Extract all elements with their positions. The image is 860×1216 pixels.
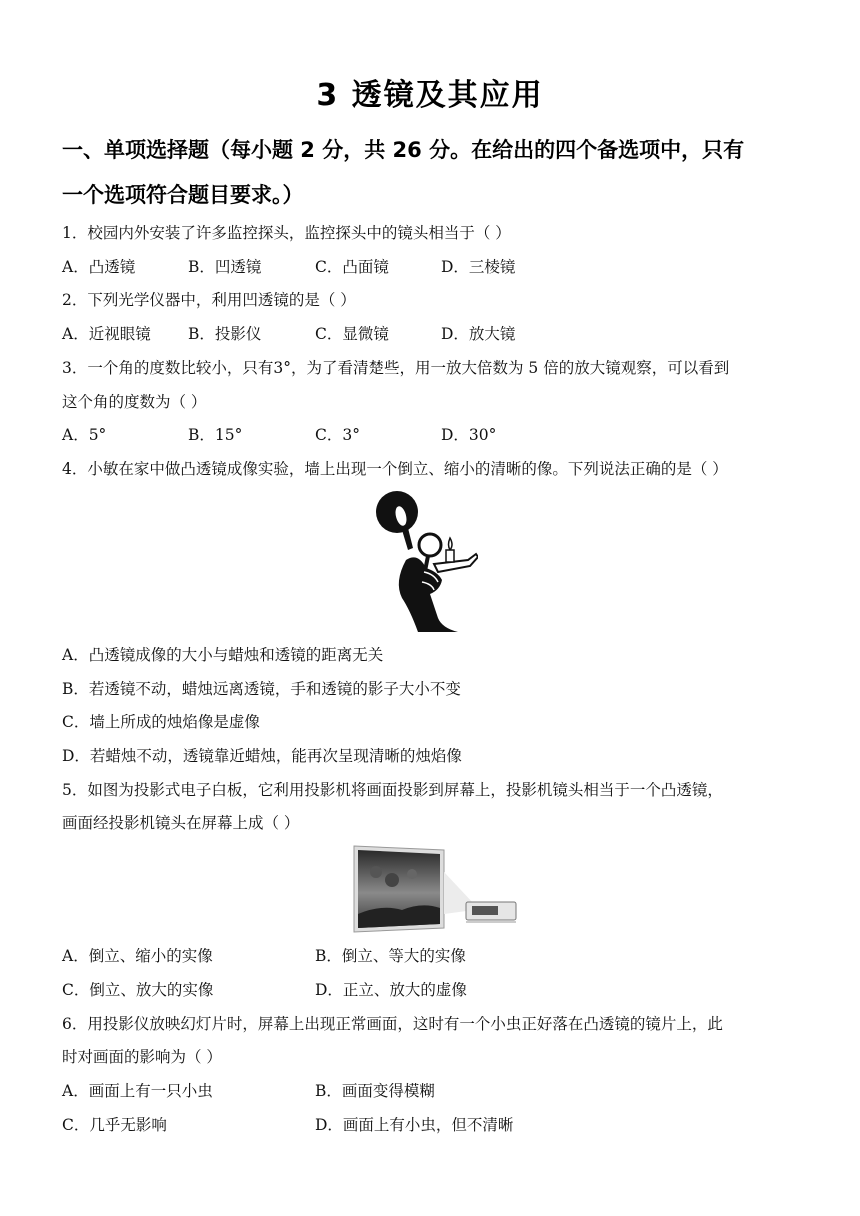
projector-whiteboard-figure xyxy=(352,844,520,938)
hand-arm xyxy=(399,557,458,632)
question-6-option-a: A．画面上有一只小虫 xyxy=(62,1082,213,1100)
question-3-stem-line-1: 3．一个角的度数比较小，只有3°，为了看清楚些，用一放大倍数为 5 倍的放大镜观察，可以看到 xyxy=(62,359,730,377)
question-2-option-a: A．近视眼镜 xyxy=(62,325,151,343)
candle-body xyxy=(446,550,454,562)
question-3-option-b: B．15° xyxy=(188,426,243,444)
question-4-option-c: C．墙上所成的烛焰像是虚像 xyxy=(62,713,260,731)
question-4-option-d: D．若蜡烛不动，透镜靠近蜡烛，能再次呈现清晰的烛焰像 xyxy=(62,747,462,765)
question-5-stem-line-1: 5．如图为投影式电子白板，它利用投影机将画面投影到屏幕上，投影机镜头相当于一个凸透镜， xyxy=(62,781,723,799)
candle-flame xyxy=(449,538,453,550)
question-6-option-d: D．画面上有小虫，但不清晰 xyxy=(315,1116,514,1134)
question-5-option-c: C．倒立、放大的实像 xyxy=(62,981,214,999)
question-1-option-d: D．三棱镜 xyxy=(441,258,516,276)
balloon-2 xyxy=(385,873,399,887)
question-3-option-d: D．30° xyxy=(441,426,497,444)
question-4-option-b: B．若透镜不动，蜡烛远离透镜，手和透镜的影子大小不变 xyxy=(62,680,461,698)
question-2-stem: 2．下列光学仪器中，利用凹透镜的是（ ） xyxy=(62,291,356,309)
question-6-option-c: C．几乎无影响 xyxy=(62,1116,167,1134)
lens-ring xyxy=(419,534,441,556)
wall-image-stem xyxy=(402,528,413,550)
balloon-1 xyxy=(370,866,382,878)
projector-grille xyxy=(472,906,498,915)
question-4-stem: 4．小敏在家中做凸透镜成像实验，墙上出现一个倒立、缩小的清晰的像。下列说法正确的是（ ） xyxy=(62,460,728,478)
question-1-option-b: B．凹透镜 xyxy=(188,258,262,276)
question-6-stem-line-1: 6．用投影仪放映幻灯片时，屏幕上出现正常画面，这时有一个小虫正好落在凸透镜的镜片上，此 xyxy=(62,1015,723,1033)
candle-holder xyxy=(434,554,478,572)
question-1-stem: 1．校园内外安装了许多监控探头，监控探头中的镜头相当于（ ） xyxy=(62,224,511,242)
page-title: 3 透镜及其应用 xyxy=(316,78,544,113)
question-3-stem-line-2: 这个角的度数为（ ） xyxy=(62,393,207,411)
section-heading-line-2: 一个选项符合题目要求。） xyxy=(62,183,304,207)
question-5-stem-line-2: 画面经投影机镜头在屏幕上成（ ） xyxy=(62,814,300,832)
question-3-option-c: C．3° xyxy=(315,426,360,444)
question-4-option-a: A．凸透镜成像的大小与蜡烛和透镜的距离无关 xyxy=(62,646,384,664)
balloon-3 xyxy=(407,869,417,879)
question-1-option-c: C．凸面镜 xyxy=(315,258,389,276)
question-2-option-b: B．投影仪 xyxy=(188,325,262,343)
question-5-option-d: D．正立、放大的虚像 xyxy=(315,981,467,999)
question-2-option-d: D．放大镜 xyxy=(441,325,516,343)
section-heading-line-1: 一、单项选择题（每小题 2 分，共 26 分。在给出的四个备选项中，只有 xyxy=(62,138,745,162)
candle-lens-shadow-figure xyxy=(368,490,478,636)
question-1-option-a: A．凸透镜 xyxy=(62,258,136,276)
question-3-option-a: A．5° xyxy=(62,426,107,444)
question-6-stem-line-2: 时对画面的影响为（ ） xyxy=(62,1048,222,1066)
question-5-option-b: B．倒立、等大的实像 xyxy=(315,947,466,965)
question-5-option-a: A．倒立、缩小的实像 xyxy=(62,947,213,965)
question-2-option-c: C．显微镜 xyxy=(315,325,389,343)
question-6-option-b: B．画面变得模糊 xyxy=(315,1082,435,1100)
